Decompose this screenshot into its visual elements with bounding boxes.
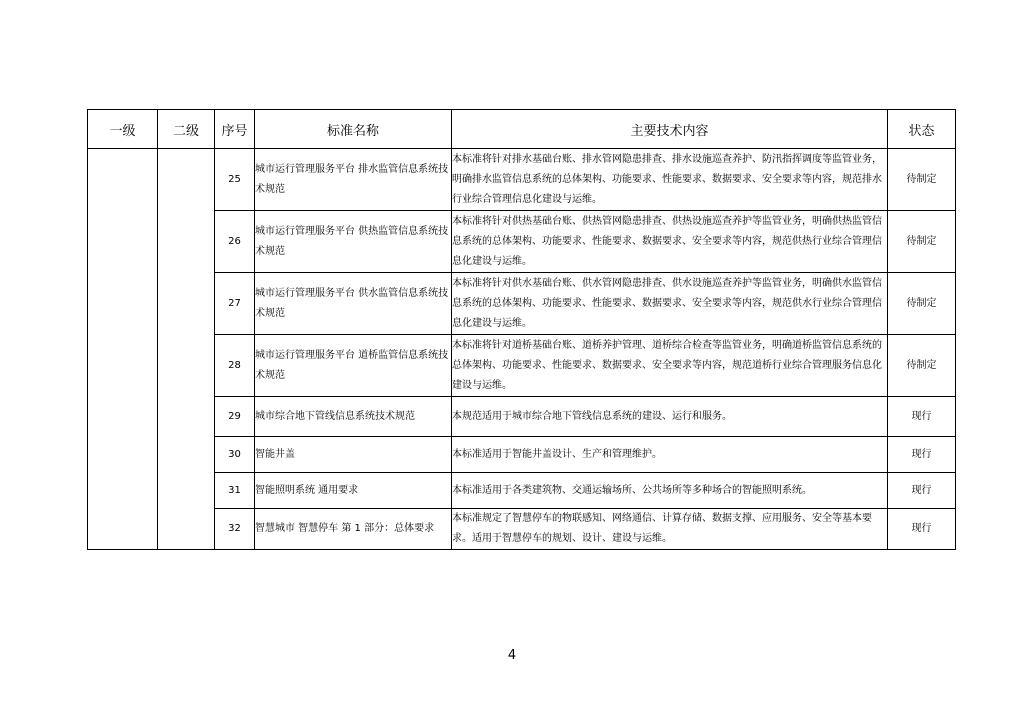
row-name: 城市运行管理服务平台 道桥监管信息系统技术规范 <box>255 335 452 397</box>
header-level1: 一级 <box>88 110 158 149</box>
header-seq: 序号 <box>215 110 255 149</box>
row-num: 27 <box>215 273 255 335</box>
table-row <box>88 149 956 211</box>
row-num: 26 <box>215 211 255 273</box>
row-status: 待制定 <box>888 149 956 211</box>
header-content: 主要技术内容 <box>452 110 888 149</box>
row-status: 现行 <box>888 437 956 473</box>
row-content: 本规范适用于城市综合地下管线信息系统的建设、运行和服务。 <box>452 397 888 437</box>
row-status: 现行 <box>888 473 956 509</box>
row-content: 本标准将针对道桥基础台账、道桥养护管理、道桥综合检查等监管业务，明确道桥监管信息系统的总体架构、功能要求、性能要求、数据要求、安全要求等内容，规范道桥行业综合管理服务信息化建设与运维。 <box>452 335 888 397</box>
header-level2: 二级 <box>158 110 215 149</box>
row-status: 待制定 <box>888 211 956 273</box>
row-status: 待制定 <box>888 335 956 397</box>
row-status: 待制定 <box>888 273 956 335</box>
row-num: 30 <box>215 437 255 473</box>
header-status: 状态 <box>888 110 956 149</box>
standards-table <box>87 109 956 550</box>
row-content: 本标准适用于智能井盖设计、生产和管理维护。 <box>452 437 888 473</box>
row-name: 智能井盖 <box>255 437 452 473</box>
row-num: 32 <box>215 509 255 550</box>
row-name: 智慧城市 智慧停车 第 1 部分：总体要求 <box>255 509 452 550</box>
level1-cell <box>88 149 158 550</box>
header-row <box>88 110 956 149</box>
row-content: 本标准将针对排水基础台账、排水管网隐患排查、排水设施巡查养护、防汛指挥调度等监管业务，明确排水监管信息系统的总体架构、功能要求、性能要求、数据要求、安全要求等内容，规范排水行业综合管理信息化建设与运维。 <box>452 149 888 211</box>
row-name: 城市综合地下管线信息系统技术规范 <box>255 397 452 437</box>
row-num: 25 <box>215 149 255 211</box>
row-status: 现行 <box>888 397 956 437</box>
header-std-name: 标准名称 <box>255 110 452 149</box>
row-name: 智能照明系统 通用要求 <box>255 473 452 509</box>
row-status: 现行 <box>888 509 956 550</box>
row-content: 本标准将针对供水基础台账、供水管网隐患排查、供水设施巡查养护等监管业务，明确供水监管信息系统的总体架构、功能要求、性能要求、数据要求、安全要求等内容，规范供水行业综合管理信息化建设与运维。 <box>452 273 888 335</box>
row-name: 城市运行管理服务平台 供热监管信息系统技术规范 <box>255 211 452 273</box>
row-num: 29 <box>215 397 255 437</box>
row-content: 本标准将针对供热基础台账、供热管网隐患排查、供热设施巡查养护等监管业务，明确供热监管信息系统的总体架构、功能要求、性能要求、数据要求、安全要求等内容，规范供热行业综合管理信息化建设与运维。 <box>452 211 888 273</box>
table-row <box>88 473 956 509</box>
row-num: 28 <box>215 335 255 397</box>
row-name: 城市运行管理服务平台 供水监管信息系统技术规范 <box>255 273 452 335</box>
row-name: 城市运行管理服务平台 排水监管信息系统技术规范 <box>255 149 452 211</box>
row-content: 本标准规定了智慧停车的物联感知、网络通信、计算存储、数据支撑、应用服务、安全等基本要求。适用于智慧停车的规划、设计、建设与运维。 <box>452 509 888 550</box>
table-row <box>88 509 956 550</box>
table-row <box>88 273 956 335</box>
row-num: 31 <box>215 473 255 509</box>
page-number: 4 <box>507 648 517 663</box>
row-content: 本标准适用于各类建筑物、交通运输场所、公共场所等多种场合的智能照明系统。 <box>452 473 888 509</box>
table-row <box>88 437 956 473</box>
level2-cell <box>158 149 215 550</box>
table-row <box>88 211 956 273</box>
table-row <box>88 335 956 397</box>
table-row <box>88 397 956 437</box>
